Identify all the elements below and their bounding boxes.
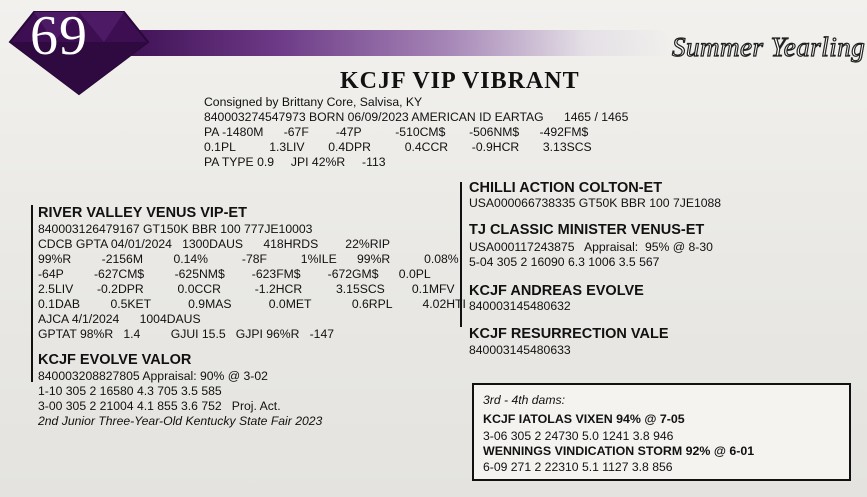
granddam-line-3: 3-00 305 2 21004 4.1 855 3.6 752 Proj. Act. bbox=[38, 399, 281, 413]
granddam-2-id: 840003145480633 bbox=[469, 343, 571, 357]
dams-box-heading: 3rd - 4th dams: bbox=[483, 393, 565, 407]
granddam-2-name: KCJF RESURRECTION VALE bbox=[469, 326, 669, 342]
dam-line-5: 2.5LIV -0.2DPR 0.0CCR -1.2HCR 3.15SCS 0.1MFV bbox=[38, 282, 455, 296]
mgs-bracket bbox=[460, 225, 462, 248]
mgs-line-2: 5-04 305 2 16090 6.3 1006 3.5 567 bbox=[469, 255, 660, 269]
genomics-line-2: 0.1PL 1.3LIV 0.4DPR 0.4CCR -0.9HCR 3.13SCS bbox=[204, 140, 592, 154]
mgs-name: TJ CLASSIC MINISTER VENUS-ET bbox=[469, 222, 705, 238]
dam-line-2: CDCB GPTA 04/01/2024 1300DAUS 418HRDS 22%RIP bbox=[38, 237, 391, 251]
mgs-line-1: USA000117243875 Appraisal: 95% @ 8-30 bbox=[469, 240, 713, 254]
dam-line-1: 840003126479167 GT150K BBR 100 777JE10003 bbox=[38, 222, 313, 236]
consignor: Consigned by Brittany Core, Salvisa, KY bbox=[204, 95, 423, 109]
granddam-name: KCJF EVOLVE VALOR bbox=[38, 352, 192, 368]
genomics-line-1: PA -1480M -67F -47P -510CM$ -506NM$ -492FM$ bbox=[204, 125, 589, 139]
granddam-award: 2nd Junior Three-Year-Old Kentucky State Fair 2023 bbox=[38, 414, 323, 428]
genomics-line-3: PA TYPE 0.9 JPI 42%R -113 bbox=[204, 155, 386, 169]
lot-number: 69 bbox=[30, 5, 88, 67]
dam-line-4: -64P -627CM$ -625NM$ -623FM$ -672GM$ 0.0PL bbox=[38, 267, 431, 281]
dam-line-6: 0.1DAB 0.5KET 0.9MAS 0.0MET 0.6RPL 4.02HTI bbox=[38, 297, 466, 311]
grandsire-2-id: 840003145480632 bbox=[469, 299, 571, 313]
sale-name-logo: Summer Yearling bbox=[672, 32, 866, 62]
granddam-line-2: 1-10 305 2 16580 4.3 705 3.5 585 bbox=[38, 384, 222, 398]
granddam-line-1: 840003208827805 Appraisal: 90% @ 3-02 bbox=[38, 369, 268, 383]
dam-name: RIVER VALLEY VENUS VIP-ET bbox=[38, 205, 247, 221]
dam-line-3: 99%R -2156M 0.14% -78F 1%ILE 99%R 0.08% bbox=[38, 252, 459, 266]
grandsire-2-name: KCJF ANDREAS EVOLVE bbox=[469, 283, 644, 299]
fourth-dam-record: 6-09 271 2 22310 5.1 1127 3.8 856 bbox=[483, 460, 673, 474]
third-dam-name: KCJF IATOLAS VIXEN 94% @ 7-05 bbox=[483, 412, 685, 426]
dam-bracket bbox=[31, 205, 33, 365]
animal-name: KCJF VIP VIBRANT bbox=[340, 68, 580, 94]
sire-name: CHILLI ACTION COLTON-ET bbox=[469, 180, 663, 196]
header-band bbox=[110, 30, 670, 56]
animal-id-line: 840003274547973 BORN 06/09/2023 AMERICAN ID EARTAG 1465 / 1465 bbox=[204, 110, 629, 124]
dam-line-8: GPTAT 98%R 1.4 GJUI 15.5 GJPI 96%R -147 bbox=[38, 327, 334, 341]
fourth-dam-name: WENNINGS VINDICATION STORM 92% @ 6-01 bbox=[483, 444, 755, 458]
third-fourth-dams-box bbox=[472, 383, 851, 481]
dam-line-7: AJCA 4/1/2024 1004DAUS bbox=[38, 312, 201, 326]
sire-id: USA000066738335 GT50K BBR 100 7JE1088 bbox=[469, 196, 722, 210]
granddam-bracket bbox=[31, 352, 33, 382]
third-dam-record: 3-06 305 2 24730 5.0 1241 3.8 946 bbox=[483, 429, 674, 443]
